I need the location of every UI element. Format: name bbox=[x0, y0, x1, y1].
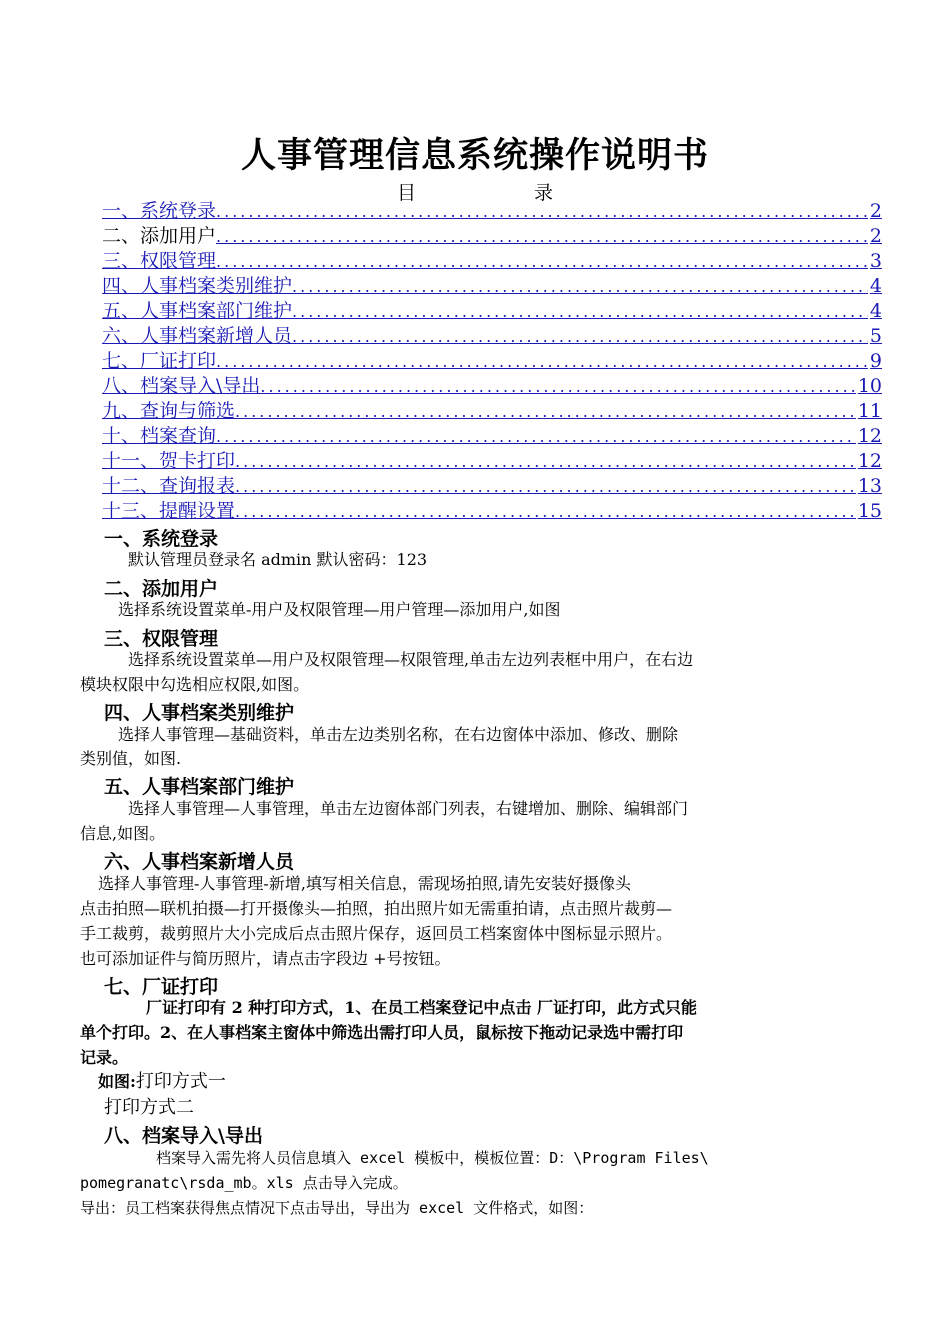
toc-entry-label: 三、权限管理 bbox=[102, 250, 217, 272]
section-heading-new-staff: 六、人事档案新增人员 bbox=[104, 851, 295, 873]
toc-entry-page: 4 bbox=[869, 275, 882, 297]
section-body-badge-print-line-1: 厂证打印有 2 种打印方式，1、在员工档案登记中点击 厂证打印，此方式只能 bbox=[146, 998, 697, 1017]
toc-entry-page: 5 bbox=[869, 325, 882, 347]
section-body-import-export-line-3: 导出：员工档案获得焦点情况下点击导出，导出为 excel 文件格式，如图： bbox=[80, 1199, 594, 1217]
section-heading-category: 四、人事档案类别维护 bbox=[104, 702, 295, 724]
toc-leader-dots bbox=[216, 249, 868, 274]
toc-leader-dots bbox=[235, 399, 856, 424]
figure-caption-prefix: 如图: bbox=[98, 1072, 136, 1091]
toc-entry[interactable] bbox=[102, 274, 882, 299]
toc-entry-page: 2 bbox=[869, 200, 882, 222]
toc-entry-page: 12 bbox=[857, 450, 882, 472]
toc-entry-label: 六、人事档案新增人员 bbox=[102, 325, 293, 347]
toc-entry-label: 一、系统登录 bbox=[102, 200, 217, 222]
section-heading-permissions: 三、权限管理 bbox=[104, 628, 219, 650]
figure-caption-text-1: 打印方式一 bbox=[135, 1071, 226, 1092]
toc-entry-page: 4 bbox=[869, 300, 882, 322]
section-heading-badge-print: 七、厂证打印 bbox=[104, 976, 219, 998]
toc-heading-char-2: 录 bbox=[534, 182, 554, 204]
toc-entry[interactable] bbox=[102, 474, 882, 499]
toc-entry-label: 五、人事档案部门维护 bbox=[102, 300, 293, 322]
section-body-new-staff-line-1: 选择人事管理-人事管理-新增,填写相关信息，需现场拍照,请先安装好摄像头 bbox=[98, 874, 631, 893]
toc-entry-label: 九、查询与筛选 bbox=[102, 400, 236, 422]
section-body-import-export-line-2: pomegranatc\rsda_mb。xls 点击导入完成。 bbox=[80, 1174, 408, 1192]
toc-entry[interactable] bbox=[102, 399, 882, 424]
toc-leader-dots bbox=[260, 374, 855, 399]
section-body-category-line-1: 选择人事管理—基础资料，单击左边类别名称，在右边窗体中添加、修改、删除 bbox=[118, 725, 679, 744]
toc-entry[interactable] bbox=[102, 449, 882, 474]
toc-leader-dots bbox=[292, 299, 868, 324]
section-body-permissions-line-1: 选择系统设置菜单—用户及权限管理—权限管理,单击左边列表框中用户，在右边 bbox=[128, 650, 694, 669]
toc-entry[interactable] bbox=[102, 499, 882, 524]
figure-caption-print-mode-2: 打印方式二 bbox=[104, 1097, 194, 1118]
section-body-new-staff-line-4: 也可添加证件与简历照片，请点击字段边 +号按钮。 bbox=[80, 949, 451, 968]
section-body-add-user: 选择系统设置菜单-用户及权限管理—用户管理—添加用户,如图 bbox=[118, 600, 561, 619]
toc-entry-label: 七、厂证打印 bbox=[102, 350, 217, 372]
section-body-import-export-line-1: 档案导入需先将人员信息填入 excel 模板中，模板位置：D：\Program Files\ bbox=[156, 1149, 709, 1167]
toc-entry-label: 十二、查询报表 bbox=[102, 475, 236, 497]
toc-entry bbox=[102, 224, 882, 249]
toc-leader-dots bbox=[216, 199, 868, 224]
section-body-permissions-line-2: 模块权限中勾选相应权限,如图。 bbox=[80, 675, 310, 694]
section-body-new-staff-line-3: 手工裁剪，裁剪照片大小完成后点击照片保存，返回员工档案窗体中图标显示照片。 bbox=[80, 924, 673, 943]
document-title: 人事管理信息系统操作说明书 bbox=[240, 135, 709, 176]
toc-leader-dots bbox=[292, 274, 868, 299]
toc-leader-dots bbox=[235, 474, 856, 499]
toc-entry[interactable] bbox=[102, 424, 882, 449]
section-body-category-line-2: 类别值，如图. bbox=[80, 749, 182, 768]
toc-entry[interactable] bbox=[102, 349, 882, 374]
section-body-department-line-1: 选择人事管理—人事管理，单击左边窗体部门列表，右键增加、删除、编辑部门 bbox=[128, 799, 689, 818]
toc-entry-label: 十一、贺卡打印 bbox=[102, 450, 236, 472]
toc-entry-page: 3 bbox=[869, 250, 882, 272]
toc-entry-label: 八、档案导入\导出 bbox=[102, 375, 261, 397]
toc-leader-dots bbox=[235, 449, 856, 474]
section-heading-department: 五、人事档案部门维护 bbox=[104, 776, 295, 798]
toc-entry-page: 10 bbox=[857, 375, 882, 397]
toc-leader-dots bbox=[235, 499, 856, 524]
section-heading-add-user: 二、添加用户 bbox=[104, 578, 219, 600]
toc-entry[interactable] bbox=[102, 249, 882, 274]
section-body-login: 默认管理员登录名 admin 默认密码：123 bbox=[128, 550, 428, 569]
toc-leader-dots bbox=[292, 324, 868, 349]
section-body-badge-print-line-2: 单个打印。2、在人事档案主窗体中筛选出需打印人员，鼠标按下拖动记录选中需打印 bbox=[80, 1023, 684, 1042]
table-of-contents bbox=[102, 199, 882, 524]
toc-entry-page: 12 bbox=[857, 425, 882, 447]
toc-entry-page: 11 bbox=[857, 400, 882, 422]
toc-entry[interactable] bbox=[102, 199, 882, 224]
section-body-badge-print-line-3: 记录。 bbox=[80, 1048, 129, 1067]
figure-caption-print-mode-1 bbox=[98, 1070, 226, 1094]
toc-entry-page: 15 bbox=[857, 500, 882, 522]
toc-entry-label: 十三、提醒设置 bbox=[102, 500, 236, 522]
section-body-department-line-2: 信息,如图。 bbox=[80, 824, 166, 843]
toc-entry[interactable] bbox=[102, 324, 882, 349]
toc-leader-dots bbox=[216, 349, 868, 374]
toc-entry-label: 二、添加用户 bbox=[102, 225, 217, 247]
toc-entry-page: 9 bbox=[869, 350, 882, 372]
toc-entry[interactable] bbox=[102, 299, 882, 324]
toc-leader-dots bbox=[216, 424, 856, 449]
toc-entry-page: 2 bbox=[869, 225, 882, 247]
toc-entry[interactable] bbox=[102, 374, 882, 399]
toc-entry-label: 十、档案查询 bbox=[102, 425, 217, 447]
section-body-new-staff-line-2: 点击拍照—联机拍摄—打开摄像头—拍照，拍出照片如无需重拍请，点击照片裁剪— bbox=[80, 899, 673, 918]
toc-entry-page: 13 bbox=[857, 475, 882, 497]
section-heading-import-export: 八、档案导入\导出 bbox=[104, 1125, 263, 1147]
toc-leader-dots bbox=[216, 224, 868, 249]
toc-entry-label: 四、人事档案类别维护 bbox=[102, 275, 293, 297]
section-heading-login: 一、系统登录 bbox=[104, 528, 219, 550]
toc-heading-char-1: 目 bbox=[396, 182, 416, 204]
